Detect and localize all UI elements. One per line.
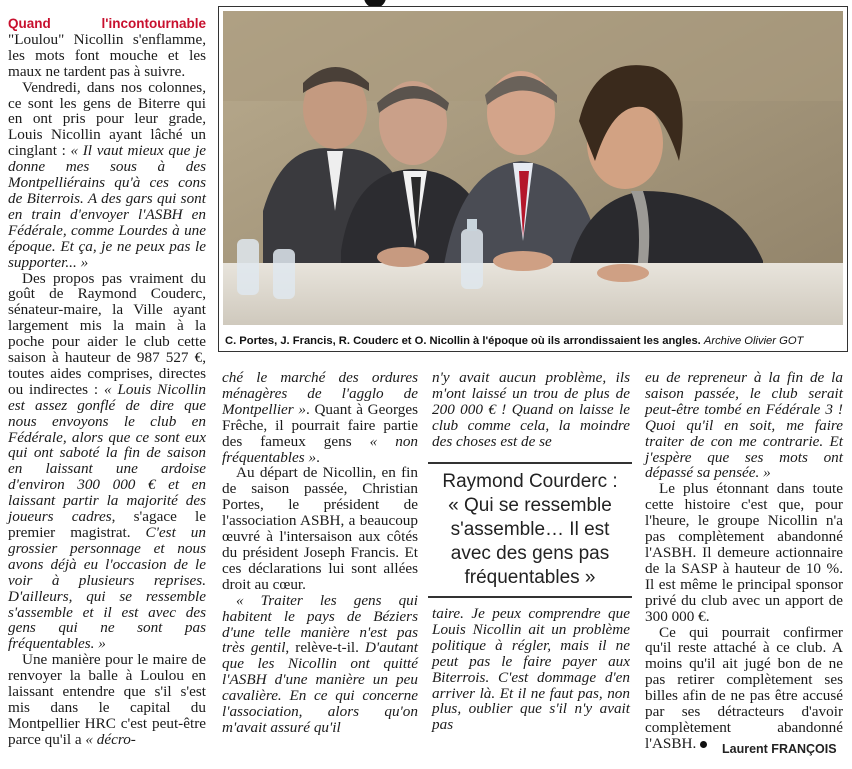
paragraph: ché le marché des ordures ménagères de l'agglo de Montpellier ». Quant à Georges Frêche, il pourrait faire partie des fameux gens « non fréquentables ». [222,369,419,466]
paragraph: Des propos pas vraiment du goût de Raymond Couderc, sénateur-maire, la Ville ayant largement mis la main à la poche pour aider le club cette saison à hauteur de 987 527 €, toutes aides comprises, directes ou indirectes : « Louis Nicollin est assez gonflé de dire que nous envoyons le club en Fédérale, alors que ce sont eux qui ont saboté la fin de saison en laissant une ardoise d'environ 300 000 € et en laissant partir la majorité des joueurs cadres, s'agace le premier magistrat. C'est un grossier personnage et nous avons déjà eu l'occasion de le voir à plusieurs reprises. D'ailleurs, qui se ressemble s'assemble et il est avec des gens qui ne sont pas fréquentables. » [8,269,206,653]
article-column-1 [8,16,206,748]
paragraph: Le plus étonnant dans toute cette histoire c'est que, pour l'heure, le groupe Nicollin n'a pas complètement abandonné l'ASBH. Il demeure actionnaire de la SASP à hauteur de 10 %. Il est même le principal sponsor privé du club avec un apport de 300 000 €. [645,480,843,625]
photo-frame [218,6,848,352]
paragraph: Ce qui pourrait confirmer qu'il reste attaché à ce club. A moins qu'il ait jugé bon de ne pas retirer complètement ses billes afin de ne pas être accusé par ses détracteurs d'avoir complètement abandonné l'ASBH. [645,623,843,752]
paragraph: Une manière pour le maire de renvoyer la balle à Loulou en laissant entendre que s'il s'est mis dans le capital du Montpellier HRC c'est peut-être parce qu'il a « décro- [8,651,206,748]
article-column-3-bottom [432,606,630,733]
paragraph: eu de repreneur à la fin de la saison passée, le club serait peut-être tombé en Fédérale 3 ! Quoi qu'il en soit, me faire traiter de con me contrarie. Et j'espère que ses mots ont dépassé sa pensée. » [645,369,843,482]
paragraph: n'y avait aucun problème, ils m'ont laissé un trou de plus de 200 000 € ! Quand on laisse le club comme cela, la moindre des choses est de se [432,369,630,450]
paragraph: « Traiter les gens qui habitent le pays de Béziers d'une telle manière n'est pas très gentil, relève-t-il. D'autant que les Nicollin ont quitté l'ASBH d'une manière un peu cavalière. En ce qui concerne l'association, alors qu'on m'avait assuré qu'il [222,591,418,736]
paragraph: Au départ de Nicollin, en fin de saison passée, Christian Portes, le président de l'association ASBH, a beaucoup œuvré à l'intersaison aux côtés du président Joseph Francis. Et ces déclarations lui sont allées droit au cœur. [222,464,418,593]
photo-caption: C. Portes, J. Francis, R. Couderc et O. Nicollin à l'époque où ils arrondissaient les angles. Archive Olivier GOT [225,335,804,347]
paragraph: Quand l'incontournable "Loulou" Nicollin s'enflamme, les mots font mouche et les maux ne tardent pas à suivre. [8,16,206,80]
end-mark [700,741,707,748]
pull-quote-text: « Qui se ressemble s'assemble… Il est avec des gens pas fréquentables » [448,495,612,588]
press-photo [223,11,843,325]
article-column-3-top [432,370,630,450]
lead-in: Quand l'incontournable [8,16,206,31]
paragraph: Vendredi, dans nos colonnes, ce sont les gens de Biterre qui en ont pris pour leur grade, Louis Nicollin ayant lâché un cinglant : « Il vaut mieux que je donne mes sous à des Montpelliérains qu'à ces cons de Biterrois. A des gars qui sont en train d'envoyer l'ASBH en Fédérale, comme Lourdes à une époque. Et ça, je ne peux pas le supporter... » [8,78,206,271]
photo-illustration [223,11,843,325]
photo-credit: Archive Olivier GOT [703,335,804,347]
article-column-2 [222,370,418,736]
byline: Laurent FRANÇOIS [722,742,837,756]
pull-quote-author: Raymond Courderc : [442,471,618,492]
paragraph: taire. Je peux comprendre que Louis Nicollin ait un problème politique à régler, mais il ne peut pas le faire payer aux Biterrois. C'est dommage d'en arriver là. Et il ne faut pas, non plus, oublier que s'il n'y avait pas [432,605,630,734]
pull-quote [428,462,632,598]
article-column-4 [645,370,843,752]
